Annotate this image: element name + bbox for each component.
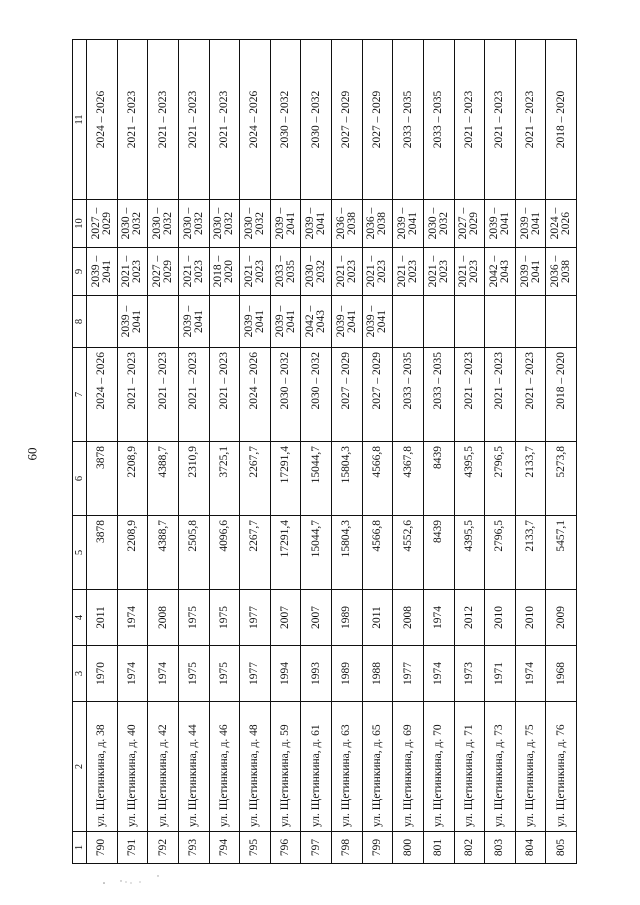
cell-period-7: 2033 – 2035 — [393, 348, 424, 442]
cell-area-6: 2208,9 — [117, 442, 148, 516]
period-line: 2036 – — [549, 255, 562, 288]
period-line: 2039 – — [334, 305, 347, 338]
period-line: 2032 — [315, 260, 328, 283]
cell-address: ул. Щетинкина, д. 44 — [178, 702, 209, 832]
cell-row-number: 790 — [87, 832, 118, 864]
cell-period-8 — [209, 296, 240, 348]
cell-year-4: 2011 — [87, 590, 118, 646]
cell-row-number: 793 — [178, 832, 209, 864]
period-line: 2039 – — [242, 305, 255, 338]
cell-period-9 — [117, 248, 148, 296]
cell-period-7: 2021 – 2023 — [209, 348, 240, 442]
period-line: 2041 — [345, 310, 358, 333]
cell-address: ул. Щетинкина, д. 63 — [332, 702, 363, 832]
period-line: 2029 — [100, 212, 113, 235]
cell-period-7: 2021 – 2023 — [117, 348, 148, 442]
period-line: 2035 — [284, 260, 297, 283]
cell-address: ул. Щетинкина, д. 42 — [148, 702, 179, 832]
period-line: 2043 — [315, 310, 328, 333]
cell-period-11: 2027 – 2029 — [332, 40, 363, 200]
period-line: 2042 – — [304, 305, 317, 338]
period-line: 2041 — [284, 310, 297, 333]
table-row — [301, 40, 332, 864]
cell-period-9 — [546, 248, 577, 296]
cell-area-6: 15804,3 — [332, 442, 363, 516]
cell-period-8 — [332, 296, 363, 348]
period-line: 2027 – — [89, 207, 102, 240]
cell-row-number: 795 — [240, 832, 271, 864]
period-line: 2021 – — [334, 255, 347, 288]
period-line: 2039 – — [273, 207, 286, 240]
period-line: 2032 — [223, 212, 236, 235]
column-header: 9 — [73, 248, 87, 296]
period-line: 2043 — [498, 260, 511, 283]
cell-area-total: 2505,8 — [178, 516, 209, 590]
cell-year-4: 2009 — [546, 590, 577, 646]
table-row — [240, 40, 271, 864]
period-line: 2020 — [223, 260, 236, 283]
cell-address: ул. Щетинкина, д. 71 — [454, 702, 485, 832]
cell-period-9 — [393, 248, 424, 296]
cell-period-7: 2030 – 2032 — [270, 348, 301, 442]
period-line: 2023 — [253, 260, 266, 283]
period-line: 2041 — [315, 212, 328, 235]
cell-year-built: 1975 — [178, 646, 209, 702]
cell-area-6: 2267,7 — [240, 442, 271, 516]
period-line: 2030 – — [304, 255, 317, 288]
cell-year-4: 1975 — [209, 590, 240, 646]
cell-period-11: 2033 – 2035 — [423, 40, 454, 200]
cell-period-10 — [485, 200, 516, 248]
table-row — [148, 40, 179, 864]
cell-area-total: 2267,7 — [240, 516, 271, 590]
cell-period-7: 2021 – 2023 — [485, 348, 516, 442]
cell-period-10 — [178, 200, 209, 248]
cell-area-6: 3878 — [87, 442, 118, 516]
cell-period-8 — [117, 296, 148, 348]
cell-period-11: 2021 – 2023 — [209, 40, 240, 200]
period-line: 2041 — [407, 212, 420, 235]
column-header: 11 — [73, 40, 87, 200]
cell-area-6: 4388,7 — [148, 442, 179, 516]
cell-year-4: 1974 — [117, 590, 148, 646]
cell-period-11: 2030 – 2032 — [301, 40, 332, 200]
cell-address: ул. Щетинкина, д. 61 — [301, 702, 332, 832]
cell-period-11: 2033 – 2035 — [393, 40, 424, 200]
cell-year-built: 1974 — [117, 646, 148, 702]
period-line: 2023 — [437, 260, 450, 283]
period-line: 2038 — [345, 212, 358, 235]
cell-row-number: 798 — [332, 832, 363, 864]
cell-year-built: 1989 — [332, 646, 363, 702]
period-line: 2032 — [162, 212, 175, 235]
cell-year-built: 1975 — [209, 646, 240, 702]
table-body — [87, 40, 577, 864]
period-line: 2039 – — [396, 207, 409, 240]
column-header: 3 — [73, 646, 87, 702]
cell-area-6: 4566,8 — [362, 442, 393, 516]
cell-area-total: 8439 — [423, 516, 454, 590]
cell-period-9 — [87, 248, 118, 296]
cell-area-6: 8439 — [423, 442, 454, 516]
period-line: 2029 — [468, 212, 481, 235]
table-row — [270, 40, 301, 864]
period-line: 2023 — [468, 260, 481, 283]
period-line: 2032 — [253, 212, 266, 235]
period-line: 2030 – — [181, 207, 194, 240]
cell-period-10 — [209, 200, 240, 248]
cell-year-4: 1975 — [178, 590, 209, 646]
cell-area-6: 17291,4 — [270, 442, 301, 516]
table-row — [117, 40, 148, 864]
cell-period-9 — [301, 248, 332, 296]
cell-area-total: 4552,6 — [393, 516, 424, 590]
period-line: 2023 — [345, 260, 358, 283]
cell-year-built: 1977 — [393, 646, 424, 702]
cell-area-total: 15804,3 — [332, 516, 363, 590]
column-header: 4 — [73, 590, 87, 646]
cell-period-10 — [301, 200, 332, 248]
table-row — [332, 40, 363, 864]
rotated-table-wrapper — [72, 40, 577, 864]
cell-period-10 — [270, 200, 301, 248]
cell-address: ул. Щетинкина, д. 40 — [117, 702, 148, 832]
cell-area-total: 2208,9 — [117, 516, 148, 590]
cell-year-built: 1977 — [240, 646, 271, 702]
period-line: 2036 – — [334, 207, 347, 240]
cell-area-6: 4367,8 — [393, 442, 424, 516]
cell-period-10 — [362, 200, 393, 248]
period-line: 2021 – — [426, 255, 439, 288]
period-line: 2041 — [529, 260, 542, 283]
cell-period-10 — [515, 200, 546, 248]
cell-period-7: 2033 – 2035 — [423, 348, 454, 442]
cell-year-4: 2008 — [393, 590, 424, 646]
period-line: 2030 – — [242, 207, 255, 240]
cell-area-total: 4388,7 — [148, 516, 179, 590]
period-line: 2033 – — [273, 255, 286, 288]
cell-row-number: 799 — [362, 832, 393, 864]
period-line: 2032 — [192, 212, 205, 235]
column-header: 1 — [73, 832, 87, 864]
period-line: 2039 – — [365, 305, 378, 338]
period-line: 2039 – — [304, 207, 317, 240]
table-row — [485, 40, 516, 864]
table-row — [423, 40, 454, 864]
cell-year-built: 1988 — [362, 646, 393, 702]
cell-period-11: 2021 – 2023 — [515, 40, 546, 200]
cell-year-4: 1977 — [240, 590, 271, 646]
cell-period-9 — [423, 248, 454, 296]
period-line: 2024 – — [549, 207, 562, 240]
cell-period-10 — [117, 200, 148, 248]
cell-area-total: 4096,6 — [209, 516, 240, 590]
cell-period-11: 2024 – 2026 — [240, 40, 271, 200]
cell-period-8 — [485, 296, 516, 348]
table-row — [178, 40, 209, 864]
cell-period-10 — [546, 200, 577, 248]
cell-period-8 — [546, 296, 577, 348]
cell-area-total: 5457,1 — [546, 516, 577, 590]
cell-address: ул. Щетинкина, д. 59 — [270, 702, 301, 832]
cell-period-7: 2027 – 2029 — [362, 348, 393, 442]
cell-period-11: 2021 – 2023 — [148, 40, 179, 200]
period-line: 2041 — [131, 310, 144, 333]
cell-period-8 — [301, 296, 332, 348]
period-line: 2041 — [253, 310, 266, 333]
cell-address: ул. Щетинкина, д. 69 — [393, 702, 424, 832]
cell-period-11: 2018 – 2020 — [546, 40, 577, 200]
table-row — [515, 40, 546, 864]
period-line: 2041 — [529, 212, 542, 235]
period-line: 2029 — [162, 260, 175, 283]
cell-address: ул. Щетинкина, д. 65 — [362, 702, 393, 832]
cell-address: ул. Щетинкина, д. 46 — [209, 702, 240, 832]
cell-area-total: 4395,5 — [454, 516, 485, 590]
cell-year-built: 1974 — [423, 646, 454, 702]
cell-year-4: 2007 — [301, 590, 332, 646]
cell-year-built: 1970 — [87, 646, 118, 702]
cell-period-9 — [270, 248, 301, 296]
cell-period-8 — [178, 296, 209, 348]
period-line: 2039 – — [89, 255, 102, 288]
period-line: 2030 – — [120, 207, 133, 240]
page-number: 60 — [24, 447, 40, 461]
cell-row-number: 803 — [485, 832, 516, 864]
period-line: 2021 – — [457, 255, 470, 288]
table-row — [546, 40, 577, 864]
cell-period-11: 2021 – 2023 — [454, 40, 485, 200]
cell-period-9 — [362, 248, 393, 296]
cell-area-6: 3725,1 — [209, 442, 240, 516]
cell-area-total: 2796,5 — [485, 516, 516, 590]
cell-row-number: 792 — [148, 832, 179, 864]
cell-period-9 — [240, 248, 271, 296]
cell-row-number: 802 — [454, 832, 485, 864]
cell-period-8 — [148, 296, 179, 348]
period-line: 2023 — [376, 260, 389, 283]
cell-year-built: 1993 — [301, 646, 332, 702]
period-line: 2030 – — [426, 207, 439, 240]
period-line: 2021 – — [396, 255, 409, 288]
cell-period-11: 2021 – 2023 — [485, 40, 516, 200]
period-line: 2038 — [376, 212, 389, 235]
cell-year-4: 2010 — [515, 590, 546, 646]
column-header: 8 — [73, 296, 87, 348]
cell-row-number: 804 — [515, 832, 546, 864]
cell-area-6: 2310,9 — [178, 442, 209, 516]
cell-year-4: 1974 — [423, 590, 454, 646]
period-line: 2041 — [498, 212, 511, 235]
cell-year-4: 2007 — [270, 590, 301, 646]
period-line: 2021 – — [365, 255, 378, 288]
cell-period-8 — [393, 296, 424, 348]
cell-area-6: 5273,8 — [546, 442, 577, 516]
cell-row-number: 805 — [546, 832, 577, 864]
table-row — [87, 40, 118, 864]
cell-period-7: 2021 – 2023 — [178, 348, 209, 442]
cell-period-8 — [515, 296, 546, 348]
scan-specks — [100, 873, 170, 889]
period-line: 2041 — [284, 212, 297, 235]
cell-area-total: 2133,7 — [515, 516, 546, 590]
cell-year-built: 1971 — [485, 646, 516, 702]
cell-row-number: 791 — [117, 832, 148, 864]
cell-area-total: 4566,8 — [362, 516, 393, 590]
cell-period-10 — [332, 200, 363, 248]
cell-period-7: 2021 – 2023 — [454, 348, 485, 442]
cell-period-9 — [332, 248, 363, 296]
period-line: 2039 – — [518, 207, 531, 240]
cell-period-9 — [209, 248, 240, 296]
cell-address: ул. Щетинкина, д. 75 — [515, 702, 546, 832]
cell-row-number: 794 — [209, 832, 240, 864]
cell-period-10 — [423, 200, 454, 248]
cell-address: ул. Щетинкина, д. 73 — [485, 702, 516, 832]
cell-period-10 — [454, 200, 485, 248]
table-row — [454, 40, 485, 864]
period-line: 2042 – — [487, 255, 500, 288]
cell-year-built: 1974 — [515, 646, 546, 702]
cell-period-7: 2018 – 2020 — [546, 348, 577, 442]
cell-area-total: 17291,4 — [270, 516, 301, 590]
cell-period-7: 2024 – 2026 — [87, 348, 118, 442]
cell-period-7: 2021 – 2023 — [148, 348, 179, 442]
column-header: 5 — [73, 516, 87, 590]
cell-period-11: 2021 – 2023 — [117, 40, 148, 200]
cell-period-8 — [454, 296, 485, 348]
period-line: 2041 — [376, 310, 389, 333]
cell-area-total: 3878 — [87, 516, 118, 590]
period-line: 2030 – — [212, 207, 225, 240]
period-line: 2021 – — [120, 255, 133, 288]
cell-period-9 — [178, 248, 209, 296]
column-header: 2 — [73, 702, 87, 832]
cell-period-9 — [148, 248, 179, 296]
column-header: 10 — [73, 200, 87, 248]
cell-period-11: 2027 – 2029 — [362, 40, 393, 200]
period-line: 2039 – — [273, 305, 286, 338]
period-line: 2021 – — [242, 255, 255, 288]
cell-period-9 — [485, 248, 516, 296]
cell-period-10 — [148, 200, 179, 248]
cell-period-11: 2030 – 2032 — [270, 40, 301, 200]
cell-period-10 — [240, 200, 271, 248]
cell-year-built: 1994 — [270, 646, 301, 702]
period-line: 2039 – — [120, 305, 133, 338]
cell-period-10 — [87, 200, 118, 248]
period-line: 2041 — [192, 310, 205, 333]
period-line: 2041 — [100, 260, 113, 283]
period-line: 2032 — [131, 212, 144, 235]
cell-year-built: 1968 — [546, 646, 577, 702]
cell-area-6: 2133,7 — [515, 442, 546, 516]
cell-area-6: 2796,5 — [485, 442, 516, 516]
cell-address: ул. Щетинкина, д. 48 — [240, 702, 271, 832]
cell-period-10 — [393, 200, 424, 248]
cell-row-number: 796 — [270, 832, 301, 864]
cell-year-4: 2008 — [148, 590, 179, 646]
cell-address: ул. Щетинкина, д. 70 — [423, 702, 454, 832]
cell-period-8 — [270, 296, 301, 348]
table-row — [362, 40, 393, 864]
cell-year-built: 1974 — [148, 646, 179, 702]
repair-schedule-table — [72, 39, 577, 864]
period-line: 2038 — [560, 260, 573, 283]
period-line: 2030 – — [151, 207, 164, 240]
cell-year-built: 1973 — [454, 646, 485, 702]
period-line: 2027 – — [457, 207, 470, 240]
period-line: 2036 – — [365, 207, 378, 240]
cell-area-6: 4395,5 — [454, 442, 485, 516]
cell-year-4: 1989 — [332, 590, 363, 646]
table-header-row — [73, 40, 87, 864]
cell-area-6: 15044,7 — [301, 442, 332, 516]
table-row — [209, 40, 240, 864]
period-line: 2027 – — [151, 255, 164, 288]
cell-period-7: 2027 – 2029 — [332, 348, 363, 442]
period-line: 2039 – — [181, 305, 194, 338]
cell-row-number: 800 — [393, 832, 424, 864]
cell-year-4: 2012 — [454, 590, 485, 646]
cell-period-8 — [240, 296, 271, 348]
period-line: 2021 – — [181, 255, 194, 288]
table-row — [393, 40, 424, 864]
cell-period-11: 2024 – 2026 — [87, 40, 118, 200]
cell-period-11: 2021 – 2023 — [178, 40, 209, 200]
cell-row-number: 797 — [301, 832, 332, 864]
period-line: 2039 – — [487, 207, 500, 240]
cell-address: ул. Щетинкина, д. 76 — [546, 702, 577, 832]
cell-row-number: 801 — [423, 832, 454, 864]
cell-area-total: 15044,7 — [301, 516, 332, 590]
cell-period-9 — [454, 248, 485, 296]
cell-period-7: 2030 – 2032 — [301, 348, 332, 442]
period-line: 2023 — [407, 260, 420, 283]
cell-address: ул. Щетинкина, д. 38 — [87, 702, 118, 832]
period-line: 2023 — [131, 260, 144, 283]
period-line: 2032 — [437, 212, 450, 235]
period-line: 2023 — [192, 260, 205, 283]
cell-period-9 — [515, 248, 546, 296]
cell-period-7: 2021 – 2023 — [515, 348, 546, 442]
period-line: 2018 – — [212, 255, 225, 288]
cell-period-8 — [362, 296, 393, 348]
column-header: 7 — [73, 348, 87, 442]
period-line: 2039 – — [518, 255, 531, 288]
cell-year-4: 2011 — [362, 590, 393, 646]
cell-year-4: 2010 — [485, 590, 516, 646]
cell-period-7: 2024 – 2026 — [240, 348, 271, 442]
period-line: 2026 — [560, 212, 573, 235]
cell-period-8 — [87, 296, 118, 348]
column-header: 6 — [73, 442, 87, 516]
cell-period-8 — [423, 296, 454, 348]
